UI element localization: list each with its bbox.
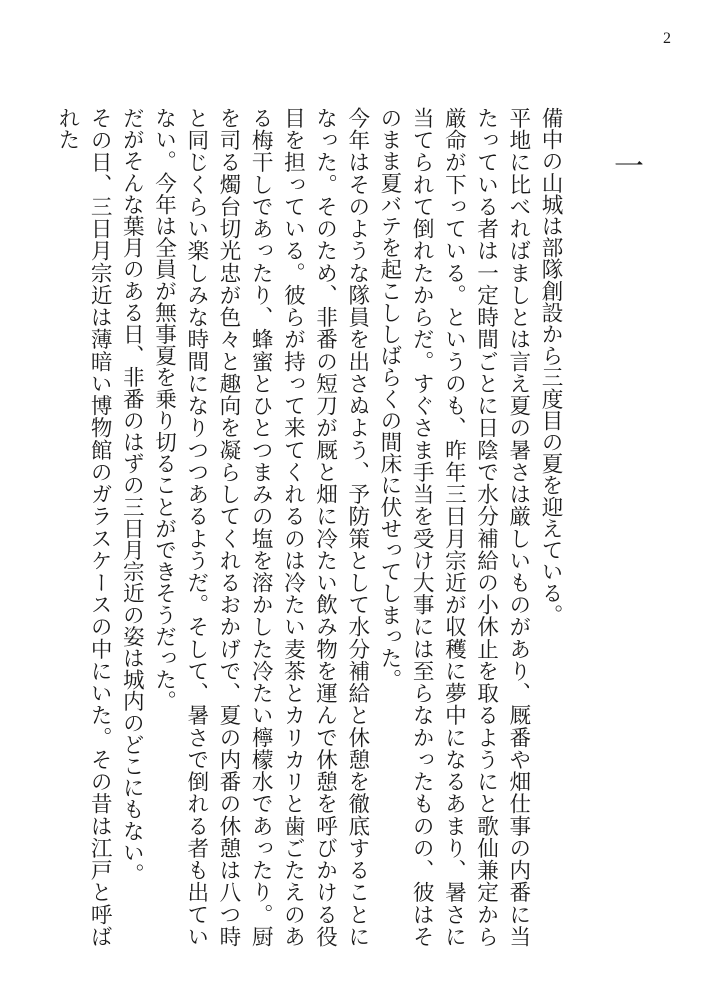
- paragraph-2: 平地に比べればましとは言え夏の暑さは厳しいものがあり、厩番や畑仕事の内番に当たっている者は一定時間ごとに日陰で水分補給の小休止を取るようにと歌仙兼定から厳命が下っている。というのも、昨年三日月宗近が収穫に夢中になるあまり、暑さに当てられて倒れたからだ。すぐさま手当を受け大事には至らなかったものの、彼はそのまま夏バテを起こししばらくの間床に伏せってしまった。: [376, 107, 531, 947]
- paragraph-4: だがそんな葉月のある日、非番のはずの三日月宗近の姿は城内のどこにもない。: [119, 107, 145, 885]
- chapter-title: 一: [608, 150, 643, 180]
- page-number: 2: [663, 30, 671, 47]
- paragraph-3: 今年はそのような隊員を出さぬよう、予防策として水分補給と休憩を徹底することになった。そのため、非番の短刀が厩と畑に冷たい飲み物を運んで休憩を呼びかける役目を担っている。彼らが持って来てくれるのは冷たい麦茶とカリカリと歯ごたえのある梅干しであったり、蜂蜜とひとつまみの塩を溶かした冷たい檸檬水であったり。厨を司る燭台切光忠が色々と趣向を凝らしてくれるおかげで、夏の内番の休憩は八つ時と同じくらい楽しみな時間になりつつあるようだ。そして、暑さで倒れる者も出ていない。今年は全員が無事夏を乗り切ることができそうだった。: [151, 107, 370, 947]
- paragraph-1: 備中の山城は部隊創設から三度目の夏を迎えている。: [538, 107, 563, 626]
- paragraph-5: その日、三日月宗近は薄暗い博物館のガラスケースの中にいた。その昔は江戸と呼ばれた: [54, 107, 113, 947]
- body-text: [54, 107, 566, 947]
